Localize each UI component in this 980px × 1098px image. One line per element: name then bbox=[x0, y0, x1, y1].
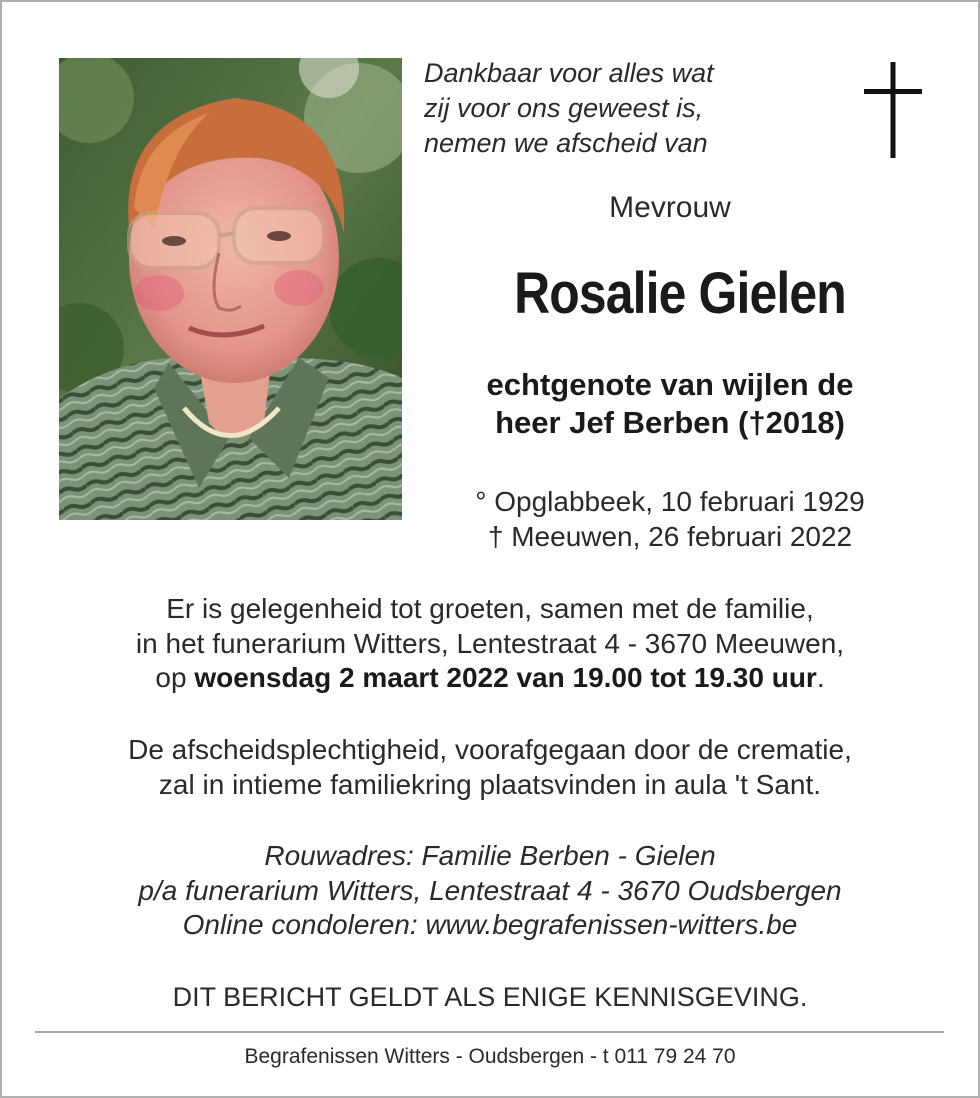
visitation-info bbox=[20, 592, 960, 696]
visit-line: in het funerarium Witters, Lentestraat 4 - 3670 Meeuwen, bbox=[135, 627, 845, 659]
visit-line: Er is gelegenheid tot groeten, samen met de familie, bbox=[166, 593, 814, 624]
notice-text: DIT BERICHT GELDT ALS ENIGE KENNISGEVING. bbox=[172, 982, 808, 1012]
intro-line: zij voor ons geweest is, bbox=[424, 93, 704, 123]
visit-datetime: woensdag 2 maart 2022 van 19.00 tot 19.30 uur bbox=[194, 662, 817, 693]
life-dates bbox=[430, 484, 910, 554]
portrait-illustration bbox=[59, 58, 402, 520]
mourning-address bbox=[20, 839, 960, 943]
footer-contact: Begrafenissen Witters - Oudsbergen - t 011 79 24 70 bbox=[244, 1045, 736, 1068]
visit-suffix: . bbox=[816, 662, 825, 693]
cross-icon bbox=[864, 62, 922, 158]
visit-prefix: op bbox=[155, 662, 195, 693]
ceremony-line: zal in intieme familiekring plaatsvinden in aula 't Sant. bbox=[158, 768, 822, 800]
spouse-line: echtgenote van wijlen de bbox=[486, 367, 854, 402]
condolence-link: Online condoleren: www.begrafenissen-witters.be bbox=[182, 909, 798, 940]
birth-date: ° Opglabbeek, 10 februari 1929 bbox=[475, 486, 865, 517]
address-line: p/a funerarium Witters, Lentestraat 4 - 3670 Oudsbergen bbox=[138, 874, 842, 906]
visit-line bbox=[20, 661, 960, 696]
deceased-name: Rosalie Gielen bbox=[514, 261, 846, 326]
spouse-info bbox=[430, 366, 910, 442]
address-line: Rouwadres: Familie Berben - Gielen bbox=[264, 840, 716, 871]
intro-line: Dankbaar voor alles wat bbox=[424, 58, 714, 88]
ceremony-info bbox=[20, 733, 960, 802]
portrait-photo bbox=[59, 58, 402, 520]
salutation: Mevrouw bbox=[609, 191, 731, 224]
divider bbox=[35, 1031, 944, 1033]
intro-text bbox=[424, 56, 844, 161]
death-date: † Meeuwen, 26 februari 2022 bbox=[487, 521, 853, 552]
spouse-line: heer Jef Berben (†2018) bbox=[495, 405, 845, 440]
intro-line: nemen we afscheid van bbox=[424, 128, 708, 158]
ceremony-line: De afscheidsplechtigheid, voorafgegaan door de crematie, bbox=[128, 734, 852, 765]
